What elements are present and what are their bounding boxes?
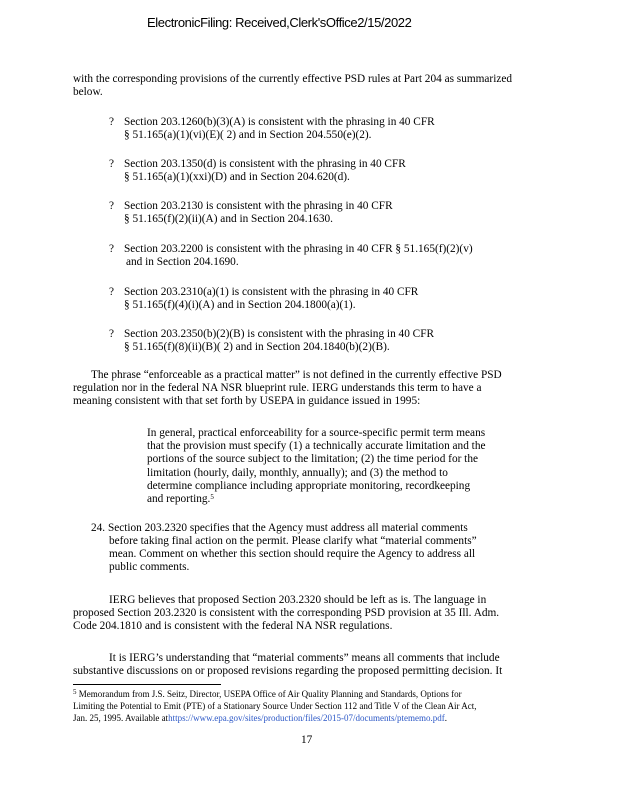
list-item-line-2: § 51.165(f)(4)(i)(A) and in Section 204.1800(a)(1). — [124, 299, 356, 311]
list-item-line-1: Section 203.2350(b)(2)(B) is consistent with the phrasing in 40 CFR — [124, 328, 435, 340]
list-item-line-2: § 51.165(a)(1)(xxi)(D) and in Section 204.620(d). — [124, 171, 350, 183]
list-item-line-2: § 51.165(a)(1)(vi)(E)( 2) and in Section 204.550(e)(2). — [124, 129, 372, 141]
ierg-believes-line-3: Code 204.1810 and is consistent with the federal NA NSR regulations. — [73, 620, 393, 632]
footnote-text: Jan. 25, 1995. Available at — [73, 712, 169, 723]
footnote-divider — [73, 684, 221, 685]
bullet-marker: ? — [109, 116, 115, 128]
bullet-marker: ? — [109, 243, 115, 255]
bullet-marker: ? — [109, 158, 115, 170]
footnote-link[interactable]: https://www.epa.gov/sites/production/files/2015-07/documents/ptememo.pdf — [168, 712, 445, 723]
footnote-line-1 — [73, 689, 477, 701]
bullet-marker: ? — [109, 328, 115, 340]
footnote-text: Memorandum from J.S. Seitz, Director, USEPA Office of Air Quality Planning and Standards, Options for — [78, 689, 462, 699]
question-24-line-4: public comments. — [109, 561, 190, 573]
quote-line: and reporting. — [147, 493, 211, 506]
quote-line: portions of the source subject to the limitation; (2) the time period for the — [147, 453, 478, 466]
footnote — [73, 689, 477, 724]
question-24-line-3: mean. Comment on whether this section should require the Agency to address all — [109, 548, 476, 560]
material-comments-line-1: It is IERG’s understanding that “material comments” means all comments that include — [109, 652, 500, 664]
enforceable-para-line-3: meaning consistent with that set forth by USEPA in guidance issued in 1995: — [73, 395, 421, 407]
bullet-marker: ? — [109, 286, 115, 298]
quote-last-line — [147, 493, 485, 506]
question-24-line-1: 24. Section 203.2320 specifies that the Agency must address all material comments — [91, 522, 468, 534]
enforceable-para-line-1: The phrase “enforceable as a practical matter” is not defined in the currently effective PSD — [91, 369, 502, 381]
list-item-line-2: § 51.165(f)(2)(ii)(A) and in Section 204.1630. — [124, 213, 333, 225]
list-item-line-1: Section 203.2130 is consistent with the phrasing in 40 CFR — [124, 200, 393, 212]
quote-line: limitation (hourly, daily, monthly, annually); and (3) the method to — [147, 466, 448, 479]
bullet-marker: ? — [109, 200, 115, 212]
footnote-number: 5 — [73, 688, 77, 696]
list-item-line-1: Section 203.1350(d) is consistent with the phrasing in 40 CFR — [124, 158, 406, 170]
list-item-line-1: Section 203.2310(a)(1) is consistent with the phrasing in 40 CFR — [124, 286, 419, 298]
list-item-line-2: and in Section 204.1690. — [126, 256, 239, 268]
footnote-reference[interactable]: 5 — [210, 493, 214, 502]
intro-line-1: with the corresponding provisions of the currently effective PSD rules at Part 204 as summarized — [73, 73, 513, 85]
ierg-believes-line-2: proposed Section 203.2320 is consistent with the corresponding PSD provision at 35 Ill. Adm. — [73, 607, 500, 619]
footnote-line-2: Limiting the Potential to Emit (PTE) of a Stationary Source Under Section 112 and Title V of the Clean Air Act, — [73, 700, 477, 711]
quote-line: In general, practical enforceability for a source-specific permit term means — [147, 427, 486, 439]
list-item-line-2: § 51.165(f)(8)(ii)(B)( 2) and in Section 204.1840(b)(2)(B). — [124, 341, 390, 353]
list-item-line-1: Section 203.2200 is consistent with the phrasing in 40 CFR § 51.165(f)(2)(v) — [124, 243, 473, 255]
footnote-text: . — [444, 712, 447, 723]
block-quote — [147, 427, 485, 506]
enforceable-para-line-2: regulation nor in the federal NA NSR blueprint rule. IERG understands this term to have a — [73, 382, 482, 394]
question-24-line-2: before taking final action on the permit. Please clarify what “material comments” — [109, 535, 477, 547]
filing-stamp: ElectronicFiling: Received,Clerk'sOffice2/15/2022 — [147, 15, 412, 30]
footnote-line-3 — [73, 713, 477, 725]
list-item-line-1: Section 203.1260(b)(3)(A) is consistent with the phrasing in 40 CFR — [124, 116, 435, 128]
quote-line: determine compliance including appropriate monitoring, recordkeeping — [147, 479, 471, 492]
intro-line-2: below. — [73, 86, 103, 98]
quote-line: that the provision must specify (1) a technically accurate limitation and the — [147, 440, 486, 453]
ierg-believes-line-1: IERG believes that proposed Section 203.2320 should be left as is. The language in — [109, 594, 487, 606]
material-comments-line-2: substantive discussions on or proposed revisions regarding the proposed permitting decision. It — [73, 665, 503, 677]
page-number: 17 — [301, 734, 313, 746]
